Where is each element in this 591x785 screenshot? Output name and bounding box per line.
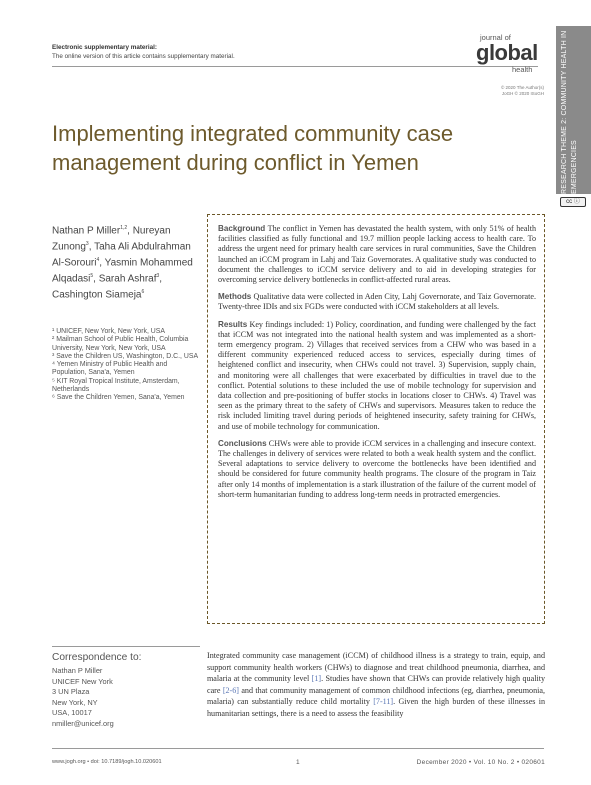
author-affiliation-marker: 6 [141,288,145,295]
abstract-conclusions-heading: Conclusions [218,438,267,448]
body-text-segment: . Studies have shown that CHWs can provide relatively high quality care [207,674,545,695]
author-name: Cashington Siameja [52,289,142,301]
page-number: 1 [296,759,300,766]
body-text-segment: Integrated community case management (iCCM) of childhood illness is a strategy to train, equip, and support community health workers (CHWs) to diagnose and treat childhood pneumonia, diarrhea, and malaria at the community level [207,651,545,684]
research-theme-sidebar [556,26,591,194]
citation-link[interactable]: [7-11] [373,697,394,707]
citation-link[interactable]: [2-6] [222,685,239,695]
author-affiliation-marker: 3 [156,272,160,279]
body-text-segment: . Given the high burden of these illnesses in humanitarian settings, there is a need to assess the feasibility [207,697,546,718]
copyright-line-1: © 2020 The Author(s) [500,85,544,90]
correspondence-line: Nathan P Miller [52,666,103,675]
copyright-notice [420,85,544,97]
affiliation-item: ³ Save the Children US, Washington, D.C., USA [52,352,199,360]
abstract-results-heading: Results [218,319,248,329]
logo-top-text: journal of [480,33,511,42]
creative-commons-license-badge[interactable]: cc ⓘ [560,197,586,207]
author-name: Nureyan Zunong [52,225,171,253]
footer-doi[interactable]: www.jogh.org • doi: 10.7189/jogh.10.020601 [52,759,162,765]
abstract-methods [218,292,536,312]
abstract-results-text: Key findings included: 1) Policy, coordination, and funding were challenged by the fact that iCCM was not integrated into the national health system and was implemented as a short-term emergency program. 2) Villages that received services from a CHW who was based in a different community experienced reduced access to services, especially during times of heightened conflict and insecurity, when CHWs could not travel. 3) Supervision, supply chain, and monitoring were all challenges that were exacerbated by difficulties in travel due to the conflict. Potential solutions to these included the use of mobile technology for supervision and data collection and pre-positioning of buffer stocks in locations closer to CHWs. 4) Travel was seen as the primary threat to the safety of CHWs and supervisors. Measures taken to reduce the risk included limiting travel during periods of heightened insecurity, safety training for CHWs, and use of mobile technology for communication. [218,319,536,431]
correspondence-heading: Correspondence to: [52,652,142,663]
correspondence-line: USA, 10017 [52,708,92,718]
logo-bottom-text: health [512,65,533,74]
affiliation-item: ⁴ Yemen Ministry of Public Health and Population, Sana'a, Yemen [52,361,168,377]
author-name: Taha Ali Abdulrahman Al-Sorouri [52,241,191,269]
abstract-background-heading: Background [218,224,266,233]
correspondence-email-link[interactable]: nmiller@unicef.org [52,718,114,728]
abstract-background-text: The conflict in Yemen has devastated the health system, with only 51% of health facilities classified as fully functional and 19.7 million people lacking access to health care. To address the urgent need for primary health care services in rural communities, Save the Children launched an iCCM program in Lahj and Taiz Governorates. A qualitative study was conducted to document the challenges to iCCM service delivery and to aid in developing strategies for overcoming service delivery bottlenecks in conflict-affected rural areas. [218,224,536,285]
affiliation-item: ⁶ Save the Children Yemen, Sana'a, Yemen [52,394,185,402]
abstract-methods-heading: Methods [218,292,252,302]
journal-logo[interactable] [470,33,550,77]
correspondence-line: UNICEF New York [52,676,113,686]
author-name: Sarah Ashraf [98,273,157,285]
body-paragraph [207,650,545,720]
body-text-segment: and that community management of common childhood infections (eg, diarrhea, pneumonia, malaria) can substantially reduce child mortality [207,685,545,707]
abstract-conclusions [218,439,536,500]
esm-text: The online version of this article contains supplementary material. [52,53,235,60]
author-affiliation-marker: 4 [96,256,100,263]
correspondence-block [52,652,202,730]
abstract-methods-text: Qualitative data were collected in Aden City, Lahj Governorate, and Taiz Governorate. Twenty-three IDIs and six FGDs were conducted with iCCM stakeholders at all levels. [218,292,536,312]
abstract-results [218,320,536,432]
header-divider [52,66,538,67]
correspondence-line: 3 UN Plaza [52,687,90,697]
author-affiliation-marker: 5 [90,272,94,279]
supplementary-material-note [52,43,352,61]
affiliation-item: ¹ UNICEF, New York, New York, USA [52,328,165,335]
footer-divider [52,748,544,749]
research-theme-label: RESEARCH THEME 2: COMMUNITY HEALTH IN EMERGENCIES [561,30,578,194]
abstract-box [207,214,545,624]
abstract-conclusions-text: CHWs were able to provide iCCM services in a challenging and insecure context. The challenges in delivery of services were related to both a weak health system and the conflict. Several adaptations to service delivery to overcome the bottlenecks have been identified and should be considered for future community health programs. The closure of the program in Taiz after only 14 months of implementation is a stark illustration of the failure of the current model of short-term humanitarian funding to address long-term needs in protracted emergencies. [218,438,536,499]
correspondence-divider [52,646,200,647]
footer-issue-info: December 2020 • Vol. 10 No. 2 • 020601 [416,759,545,766]
correspondence-line: New York, NY [52,697,98,707]
abstract-background [218,224,536,285]
copyright-line-2: JoGH © 2020 ISoGH [501,91,544,96]
author-affiliation-marker: 3 [85,240,89,247]
author-list: Nathan P Miller$^{1,2}$, Nureyan Zunong$^3$, Taha Ali Abdulrahman Al-Sorouri$^4$, Yasmin Mohammed Alqadasi$^5$, Sarah Ashraf$^3$, Cashington Siameja$^6$ [52,225,193,301]
author-name: Nathan P Miller [52,225,121,237]
affiliation-item: ⁵ KIT Royal Tropical Institute, Amsterdam, Netherlands [52,377,180,394]
author-affiliation-marker: 1,2 [120,225,128,231]
logo-main-text: global [476,40,538,65]
article-title: Implementing integrated community case management during conflict in Yemen [52,121,454,175]
esm-title: Electronic supplementary material: [52,44,157,51]
affiliation-item: ² Mailman School of Public Health, Columbia University, New York, New York, USA [52,336,189,352]
affiliation-list [52,328,202,403]
author-name: Yasmin Mohammed Alqadasi [52,257,193,285]
citation-link[interactable]: [1] [311,674,322,684]
